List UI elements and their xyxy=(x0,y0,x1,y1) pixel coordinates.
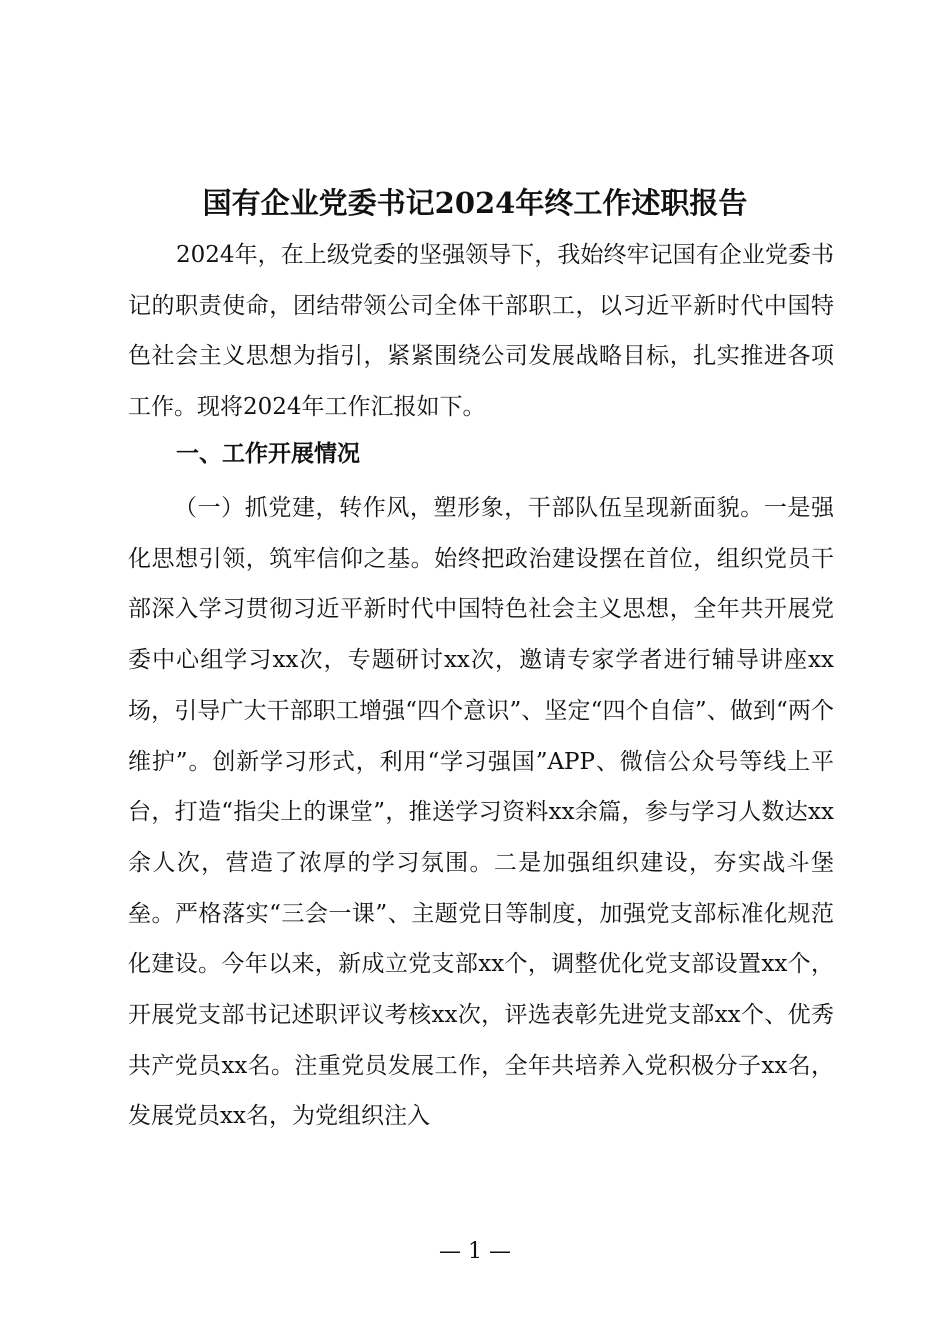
section-heading: 一、工作开展情况 xyxy=(176,441,360,467)
document-title: 国有企业党委书记2024年终工作述职报告 xyxy=(202,186,748,220)
intro-paragraph: 2024年，在上级党委的坚强领导下，我始终牢记国有企业党委书记的职责使命，团结带领公司全体干部职工，以习近平新时代中国特色社会主义思想为指引，紧紧围绕公司发展战略目标，扎实推进各项工作。现将2024年工作汇报如下。 xyxy=(128,242,834,421)
page-number: — 1 — xyxy=(439,1239,511,1264)
body-paragraph: （一）抓党建，转作风，塑形象，干部队伍呈现新面貌。一是强化思想引领，筑牢信仰之基。始终把政治建设摆在首位，组织党员干部深入学习贯彻习近平新时代中国特色社会主义思想，全年共开展党委中心组学习xx次，专题研讨xx次，邀请专家学者进行辅导讲座xx场，引导广大干部职工增强“四个意识”、坚定“四个自信”、做到“两个维护”。创新学习形式，利用“学习强国”APP、微信公众号等线上平台，打造“指尖上的课堂”，推送学习资料xx余篇，参与学习人数达xx余人次，营造了浓厚的学习氛围。二是加强组织建设，夯实战斗堡垒。严格落实“三会一课”、主题党日等制度，加强党支部标准化规范化建设。今年以来，新成立党支部xx个，调整优化党支部设置xx个，开展党支部书记述职评议考核xx次，评选表彰先进党支部xx个、优秀共产党员xx名。注重党员发展工作，全年共培养入党积极分子xx名，发展党员xx名，为党组织注入 xyxy=(128,495,834,1130)
